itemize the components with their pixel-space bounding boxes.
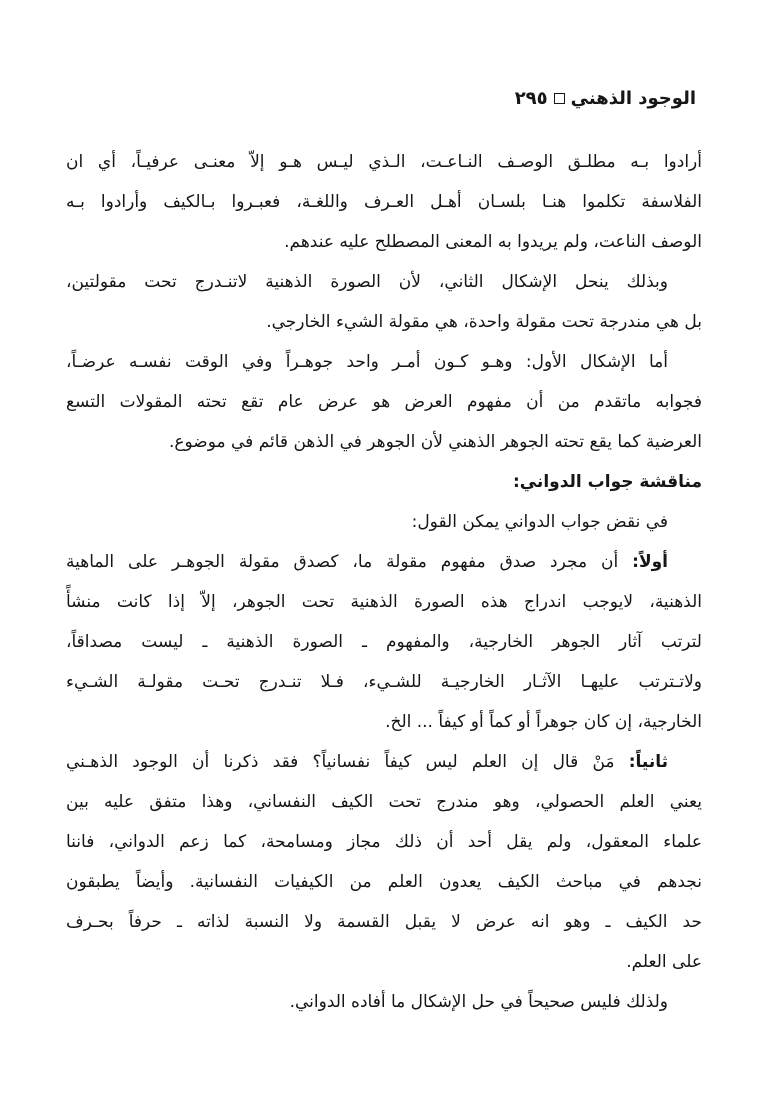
text-line: الوصف الناعت، ولم يريدوا به المعنى المصطلح عليه عندهم. (284, 232, 702, 252)
text-span: أن مجرد صدق مفهوم مقولة ما، كصدق مقولة الجوهـر على الماهية (66, 552, 633, 572)
header-title: الوجود الذهني (570, 88, 696, 109)
text-line (66, 542, 702, 582)
text-line: وبذلك ينحل الإشكال الثاني، لأن الصورة الذهنية لاتنـدرج تحت مقولتين، (66, 272, 668, 292)
running-header (515, 88, 696, 109)
text-line: العرضية كما يقع تحته الجوهر الذهني لأن الجوهر في الذهن قائم في موضوع. (168, 432, 702, 452)
text-line: علماء المعقول، ولم يقل أحد أن ذلك مجاز ومسامحة، كما زعم الدواني، فاننا (66, 832, 702, 852)
text-line: بل هي مندرجة تحت مقولة واحدة، هي مقولة الشيء الخارجي. (266, 312, 702, 332)
text-line: فجوابه ماتقدم من أن مفهوم العرض هو عرض عام تقع تحته المقولات التسع (66, 392, 702, 412)
text-line (66, 742, 702, 782)
text-span: مَنْ قال إن العلم ليس كيفاً نفسانياً؟ فقد ذكرنا أن الوجود الذهـني (66, 752, 629, 772)
text-line: الذهنية، لايوجب اندراج هذه الصورة الذهنية تحت الجوهر، إلاّ إذا كانت منشأً (66, 592, 702, 612)
page-number: ٢٩٥ (514, 88, 548, 109)
text-line: على العلم. (626, 952, 702, 972)
section-heading: مناقشة جواب الدواني: (512, 472, 702, 492)
point-lead: أولاً: (632, 552, 668, 572)
text-line: يعني العلم الحصولي، وهو مندرج تحت الكيف النفساني، وهذا متفق عليه بين (66, 792, 702, 812)
text-line: لترتب آثار الجوهر الخارجية، والمفهوم ـ الصورة الذهنية ـ ليست مصداقاً، (66, 632, 702, 652)
body-text (66, 142, 702, 1022)
text-line: في نقض جواب الدواني يمكن القول: (411, 512, 668, 532)
text-line: حد الكيف ـ وهو انه عرض لا يقبل القسمة ولا النسبة لذاته ـ حرفاً بحـرف (66, 912, 702, 932)
header-square-icon (554, 93, 565, 104)
text-line: أما الإشكال الأول: وهـو كـون أمـر واحد جوهـراً وفي الوقت نفسـه عرضـاً، (66, 352, 668, 372)
text-line: الخارجية، إن كان جوهراً أو كماً أو كيفاً ... الخ. (385, 712, 702, 732)
text-line: ولاتـترتب عليهـا الآثـار الخارجيـة للشـيء، فـلا تنـدرج تحـت مقولـة الشـيء (66, 672, 702, 692)
text-line: ولذلك فليس صحيحاً في حل الإشكال ما أفاده الدواني. (289, 992, 668, 1012)
text-line: الفلاسفة تكلموا هنـا بلسـان أهـل العـرف واللغـة، فعبـروا بـالكيف وأرادوا بـه (66, 192, 702, 212)
text-line: نجدهم في مباحث الكيف يعدون العلم من الكيفيات النفسانية. وأيضاً يطبقون (66, 872, 702, 892)
text-line: أرادوا بـه مطلـق الوصـف النـاعـت، الـذي ليـس هـو إلاّ معنـى عرفيـاً، أي ان (66, 152, 702, 172)
point-lead: ثانياً: (628, 752, 668, 772)
